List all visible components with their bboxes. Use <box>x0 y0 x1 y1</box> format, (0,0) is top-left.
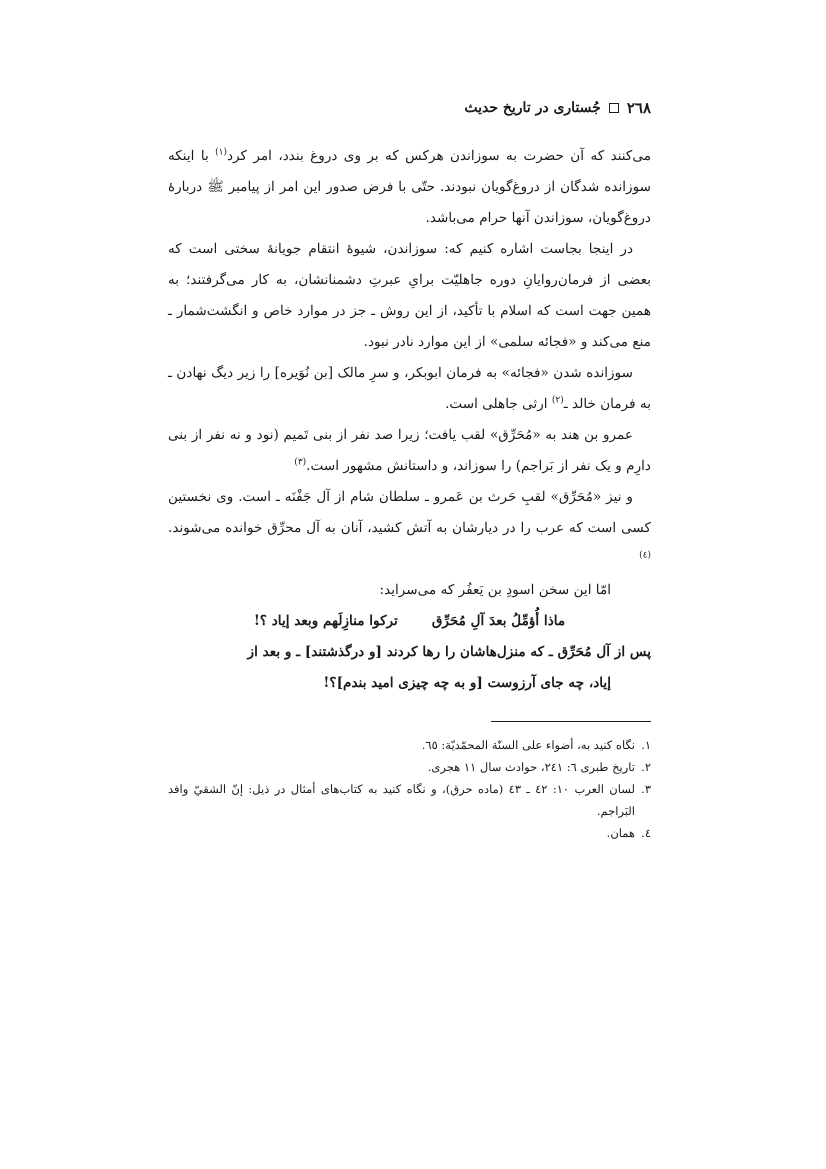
paragraph: در اینجا بجاست اشاره کنیم که: سوزاندن، شیوهٔ انتقام جویانهٔ سختی است که بعضی از فرمان‌روایانِ دوره جاهلیّت برایِ عبرتِ دشمنانشان، به کار می‌گرفتند؛ به همین جهت است که اسلام با تأکید، از این روش ـ جز در موارد خاص و انگشت‌شمار ـ منع می‌کند و «فجائه سلمی» از این موارد نادر نبود. <box>168 241 651 350</box>
paragraph: امّا این سخن اسودِ بن یَعفُر که می‌سراید: <box>379 582 611 598</box>
running-header <box>168 95 651 121</box>
hemistich-right: ماذا أُؤمِّلُ بعدَ آلِ مُحَرِّق <box>431 613 566 629</box>
paragraph: سوزانده شدن «فجائه» به فرمان ابوبکر، و سرِ مالک [بن نُوَیره] را زیر دیگ نهادن ـ به فرمان خالد ـ$^{(٢)}$ ارثی جاهلی است. <box>168 365 651 412</box>
footnotes <box>168 734 651 844</box>
verse-line <box>168 606 651 637</box>
running-title: جُستاری در تاریخ حدیث <box>464 100 601 116</box>
hemistich-left: تركوا منازِلَهم وبعد إياد ؟! <box>253 613 398 629</box>
footnote-text: لسان العرب ١٠: ٤٢ ـ ٤٣ (ماده حرق)، و نگاه کنید به کتاب‌های أمثال در ذیل: إنّ الشقيّ وافد البَراجم. <box>168 782 635 818</box>
document-page <box>168 95 651 844</box>
paragraph: و نیز «مُحَرِّق» لقبِ حَرث بن عَمرو ـ سلطان شام از آل جَفْنَه ـ است. وی نخستین کسی است که عرب را در دیارشان به آتش کشید، آنان به آل محرِّق خوانده می‌شوند.$^{(٤)}$ <box>168 489 651 561</box>
footnote-text: همان. <box>606 826 635 840</box>
footnote-marker: (١) <box>215 147 227 158</box>
footnote-text: تاریخ طبری ٦: ٢٤١، حوادث سال ١١ هجری. <box>427 760 635 774</box>
footnote-marker: (٤) <box>639 550 651 561</box>
footnote-marker: (٣) <box>294 457 307 468</box>
footnote-number: ٣. <box>641 782 651 796</box>
footnote <box>168 734 651 756</box>
footnote <box>168 778 651 822</box>
paragraph: عمرو بن هند به «مُحَرِّق» لقب یافت؛ زیرا صد نفر از بنی تَمیم (نود و نه نفر از بنی دارِم و یک نفر از بَراجم) را سوزاند، و داستانش مشهور است.$^{(٣)}$ <box>168 427 651 474</box>
footnote-text: نگاه کنید به، أضواء علی السنّة المحمّديّة: ٦٥. <box>421 738 635 752</box>
verse-translation-line: إیاد، چه جای آرزوست [و به چه چیزی امید بندم]؟! <box>323 675 611 691</box>
verse-translation-line: پس از آل مُحَرِّق ـ که منزل‌هاشان را رها کردند [و درگذشتند] ـ و بعد از <box>247 644 651 660</box>
square-bullet-icon <box>609 103 619 113</box>
body-text <box>168 141 651 606</box>
footnote-marker: (٢) <box>551 395 564 406</box>
footnote-number: ٢. <box>641 760 651 774</box>
paragraph: می‌کنند که آن حضرت به سوزاندن هرکس که بر وی دروغ بندد، امر کرد$^{(١)}$ با اینکه سوزانده شدگان از دروغ‌گویان نبودند. حتّی با فرض صدور این امر از پیامبر ﷺ دربارهٔ دروغ‌گویان، سوزاندن آنها حرام می‌باشد. <box>168 147 651 226</box>
footnote <box>168 756 651 778</box>
footnote-divider <box>491 721 651 722</box>
page-number: ٢٦٨ <box>626 99 651 117</box>
footnote-number: ١. <box>641 738 651 752</box>
footnote-number: ٤. <box>641 826 651 840</box>
footnote <box>168 822 651 844</box>
poem-block <box>168 606 651 699</box>
